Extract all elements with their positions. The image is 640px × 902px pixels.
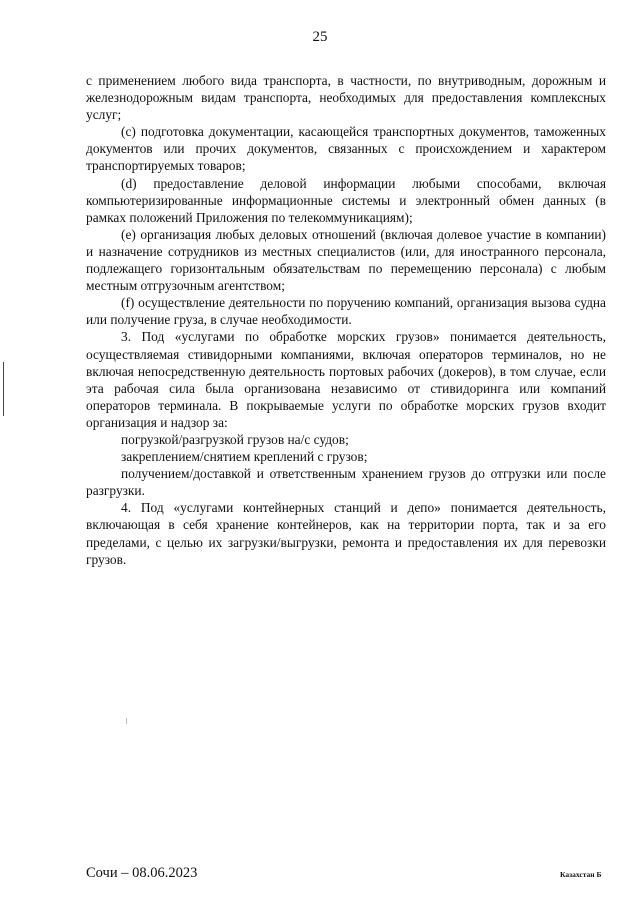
paragraph-list-item: получением/доставкой и ответственным хранением грузов до отгрузки или после разгрузки.	[86, 466, 606, 499]
margin-mark	[126, 718, 127, 724]
paragraph-list-item: погрузкой/разгрузкой грузов на/с судов;	[121, 431, 349, 447]
paragraph-list-item: закреплением/снятием креплений с грузов;	[121, 449, 368, 465]
document-body	[86, 72, 606, 568]
paragraph-item-f: (f) осуществление деятельности по поручению компаний, организация вызова судна или получение груза, в случае необходимости.	[86, 295, 606, 328]
paragraph-item-e: (e) организация любых деловых отношений (включая долевое участие в компании) и назначение сотрудников из местных специалистов (или, для иностранного персонала, подлежащего горизонтальным обязательствам по перемещению персонала) с любым местным отгрузочным агентством;	[86, 226, 606, 294]
footer-place-date: Сочи – 08.06.2023	[86, 865, 198, 881]
paragraph-continuation: с применением любого вида транспорта, в частности, по внутриводным, дорожным и железнодорожным видам транспорта, необходимых для предоставления комплексных услуг;	[86, 73, 606, 123]
paragraph-item-d: (d) предоставление деловой информации любыми способами, включая компьютеризированные информационные системы и электронный обмен данных (в рамках положений Приложения по телекоммуникациям);	[86, 175, 606, 225]
footer-stamp: Казахстан Б	[560, 870, 602, 879]
margin-mark	[3, 362, 4, 416]
page-number: 25	[312, 29, 328, 45]
paragraph-item-c: (c) подготовка документации, касающейся транспортных документов, таможенных документов или прочих документов, связанных с происхождением и характером транспортируемых товаров;	[86, 124, 606, 174]
paragraph-clause-3: 3. Под «услугами по обработке морских грузов» понимается деятельность, осуществляемая стивидорными компаниями, включая операторов терминалов, но не включая непосредственную деятельность портовых рабочих (докеров), в том случае, если эта рабочая сила была организована независимо от стивидоринга или компаний операторов терминала. В покрываемые услуги по обработке морских грузов входит организация и надзор за:	[86, 329, 606, 430]
paragraph-clause-4: 4. Под «услугами контейнерных станций и депо» понимается деятельность, включающая в себя хранение контейнеров, как на территории порта, так и за его пределами, с целью их загрузки/выгрузки, ремонта и предоставления их для перевозки грузов.	[86, 500, 606, 567]
